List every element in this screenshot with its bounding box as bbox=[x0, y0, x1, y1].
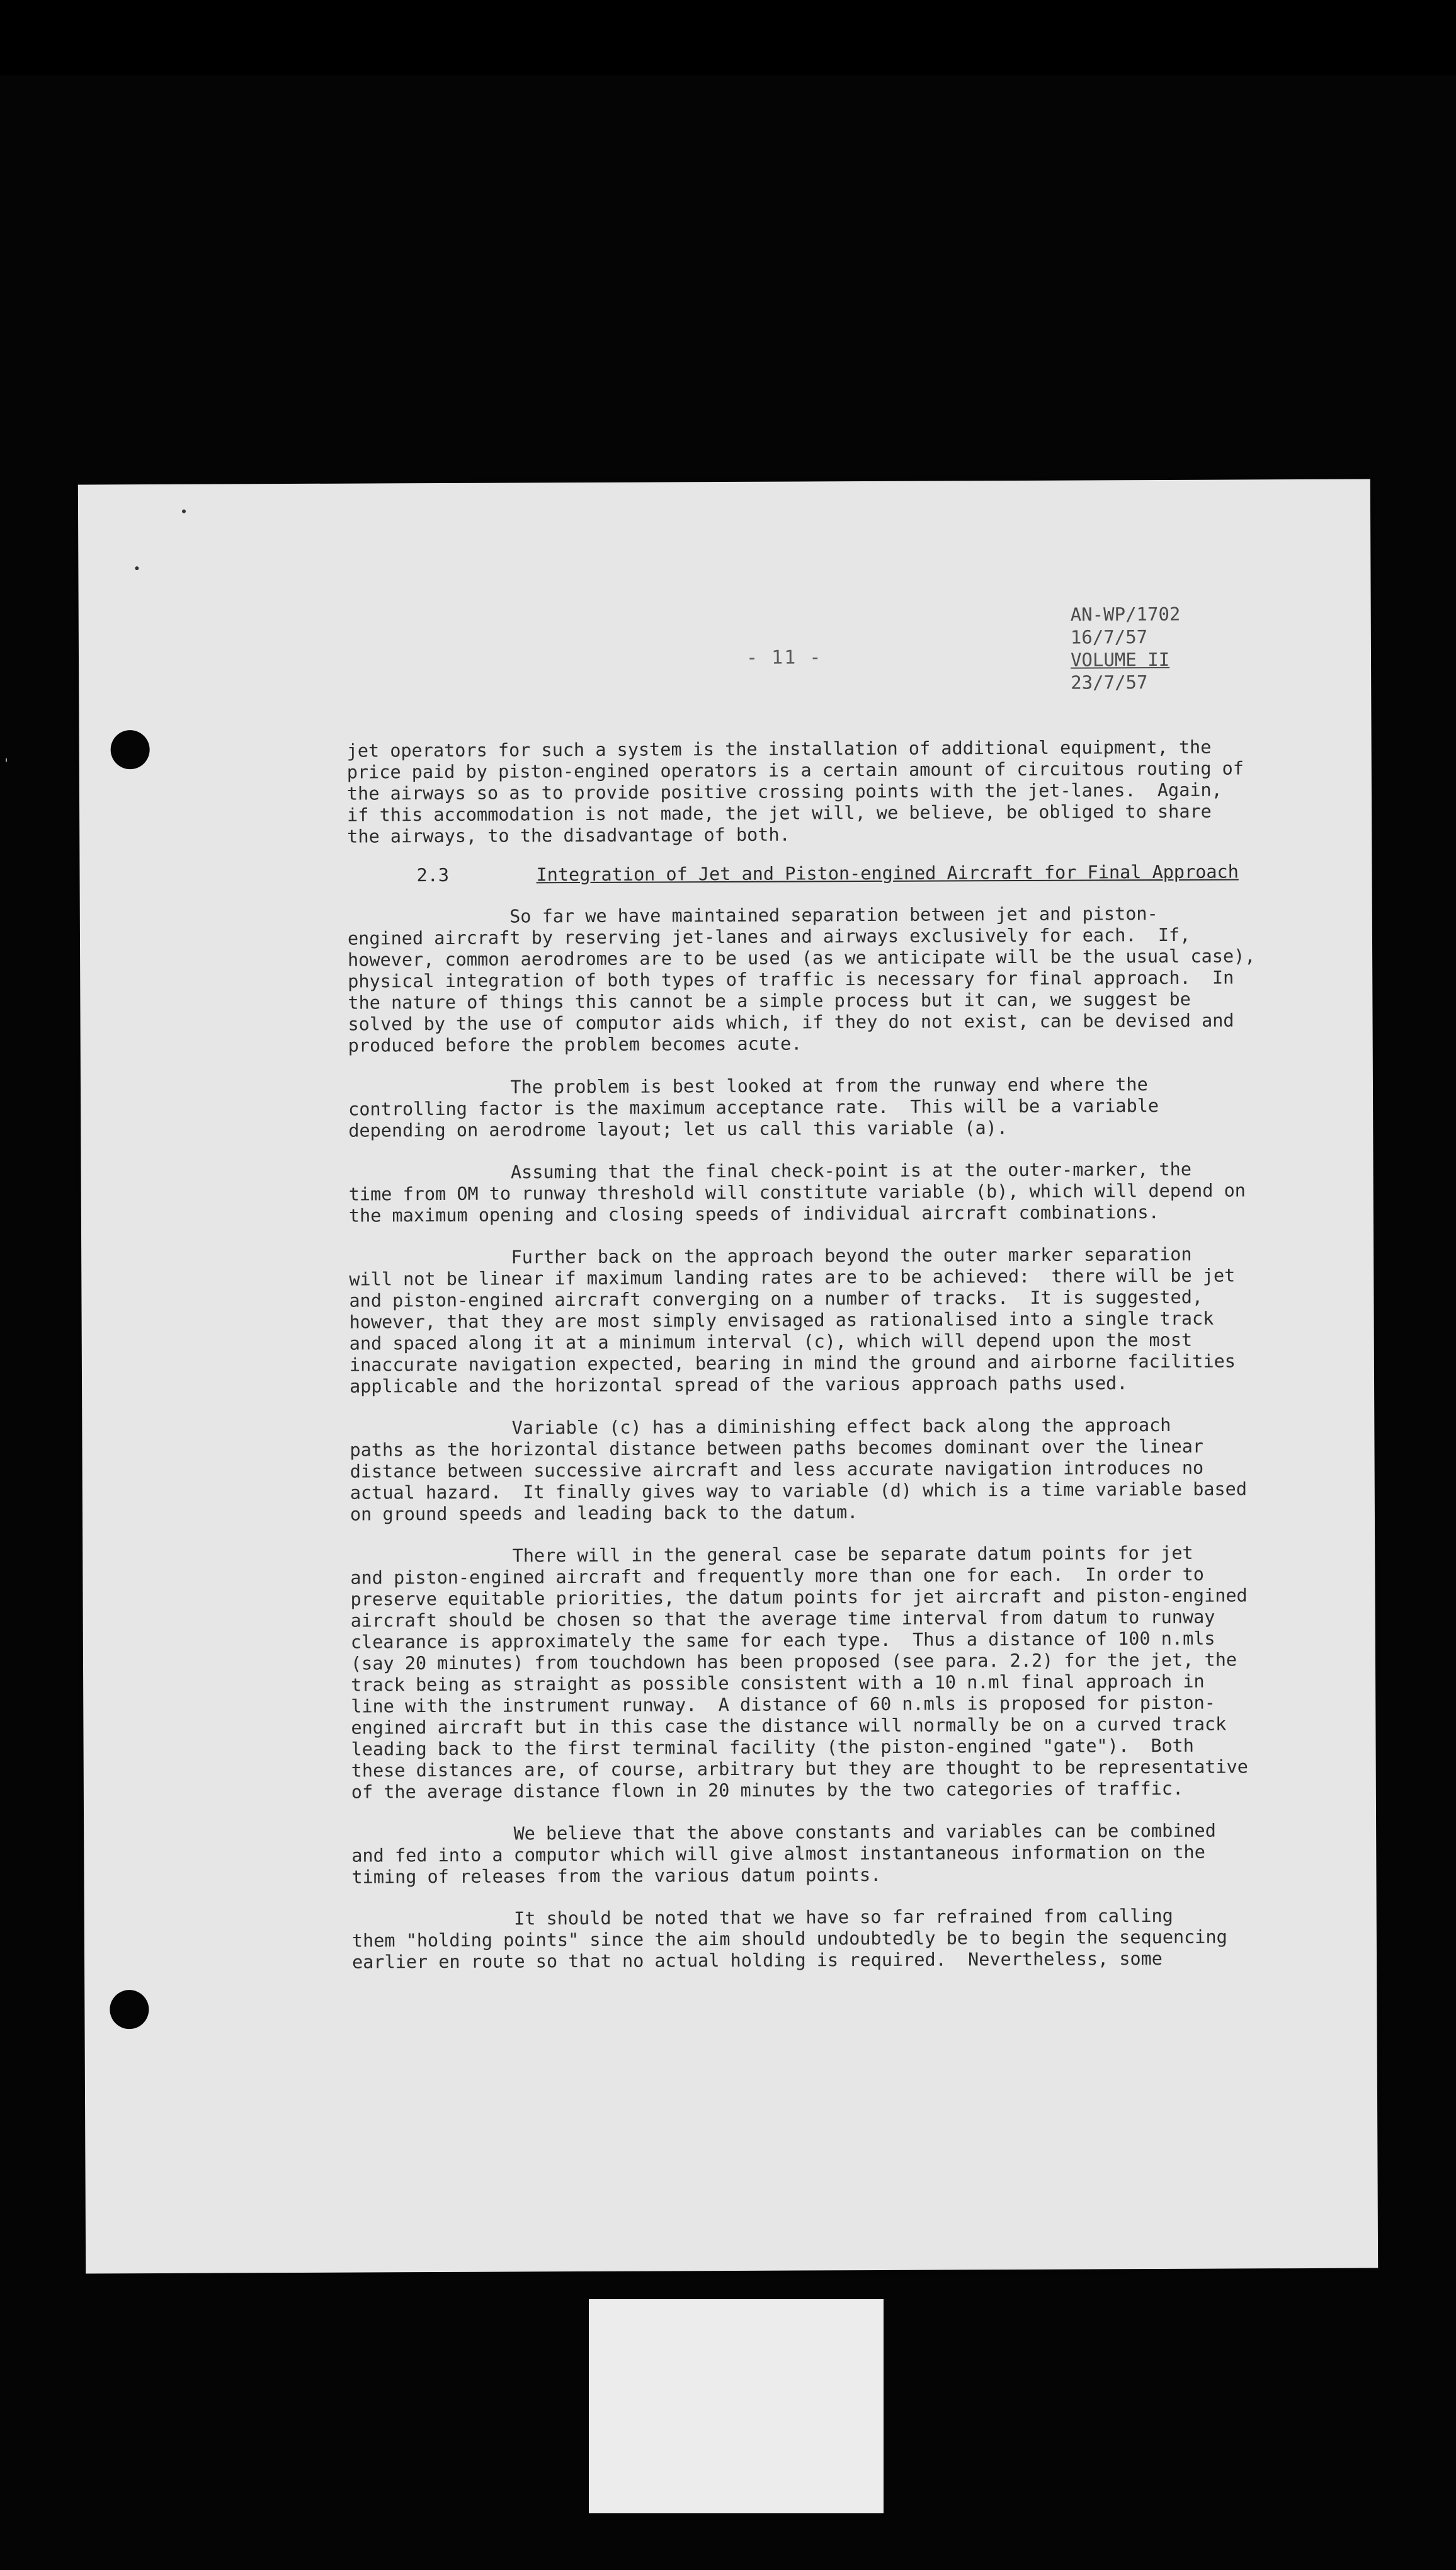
punch-hole-bottom bbox=[110, 1990, 149, 2029]
paragraph-7: We believe that the above constants and variables can be combined and fed into a computor which will give almost instantaneous information on the timing of releases from the various datum points. bbox=[351, 1820, 1216, 1888]
body-text bbox=[347, 736, 1322, 1994]
paragraph-6: There will in the general case be separate datum points for jet and piston-engined aircraft and frequently more than one for each. In order to preserve equitable priorities, the datum points for jet aircraft and piston-engined aircraft should be chosen so that the average time interval from datum to runway clearance is approximately the same for each type. Thus a distance of 100 n.mls (say 20 minutes) from touchdown has been proposed (see para. 2.2) for the jet, the track being as straight as possible consistent with a 10 n.ml final approach in line with the instrument runway. A distance of 60 n.mls is proposed for piston- engined aircraft but in this case the distance will normally be on a curved track leading back to the first terminal facility (the piston-engined "gate"). Both these distances are, of course, arbitrary but they are thought to be representative of the average distance flown in 20 minutes by the two categories of traffic. bbox=[350, 1542, 1248, 1803]
section-number: 2.3 bbox=[416, 864, 450, 886]
film-edge bbox=[0, 0, 1456, 76]
blank-card bbox=[589, 2299, 884, 2513]
paragraph-2: The problem is best looked at from the runway end where the controlling factor is the maximum acceptance rate. This will be a variable depending on aerodrome layout; let us call this variable (a). bbox=[348, 1074, 1159, 1141]
film-artifact-mark: ' bbox=[3, 756, 11, 771]
doc-id: AN-WP/1702 bbox=[1070, 603, 1181, 625]
doc-volume: VOLUME II bbox=[1070, 648, 1170, 671]
paragraph-1: So far we have maintained separation between jet and piston- engined aircraft by reserving jet-lanes and airways exclusively for each. If, however, common aerodromes are to be used (as we anticipate will be the usual case), physical integration of both types of traffic is necessary for final approach. In the nature of things this cannot be a simple process but it can, we suggest be solved by the use of computor aids which, if they do not exist, can be devised and produced before the problem becomes acute. bbox=[347, 903, 1256, 1056]
paragraph-5: Variable (c) has a diminishing effect back along the approach paths as the horizontal distance between paths becomes dominant over the linear distance between successive aircraft and less accurate navigation introduces no actual hazard. It finally gives way to variable (d) which is a time variable based on ground speeds and leading back to the datum. bbox=[350, 1414, 1248, 1525]
paragraph-3: Assuming that the final check-point is at the outer-marker, the time from OM to runway threshold will constitute variable (b), which will depend on the maximum opening and closing speeds of individual aircraft combinations. bbox=[348, 1158, 1246, 1226]
page-speck bbox=[182, 510, 186, 513]
paragraph-8: It should be noted that we have so far refrained from calling them "holding points" since the aim should undoubtedly be to begin the sequencing earlier en route so that no actual holding is required. Nevertheless, some bbox=[351, 1905, 1227, 1973]
document-page bbox=[78, 479, 1378, 2274]
page-number: - 11 - bbox=[746, 646, 822, 669]
page-speck bbox=[135, 566, 139, 570]
paragraph-4: Further back on the approach beyond the outer marker separation will not be linear if maximum landing rates are to be achieved: there will be jet and piston-engined aircraft converging on a number of tracks. It is suggested, however, that they are most simply envisaged as rationalised into a single track and spaced along it at a minimum interval (c), which will depend upon the most inaccurate navigation expected, bearing in mind the ground and airborne facilities applicable and the horizontal spread of the various approach paths used. bbox=[349, 1243, 1236, 1397]
intro-paragraph: jet operators for such a system is the installation of additional equipment, the price paid by piston-engined operators is a certain amount of circuitous routing of the airways so as to provide positive crossing points with the jet-lanes. Again, if this accommodation is not made, the jet will, we believe, be obliged to share the airways, to the disadvantage of both. bbox=[346, 736, 1244, 847]
doc-date: 16/7/57 bbox=[1070, 626, 1148, 648]
section-heading bbox=[347, 861, 1317, 888]
punch-hole-top bbox=[111, 730, 150, 769]
section-title: Integration of Jet and Piston-engined Aircraft for Final Approach bbox=[536, 861, 1239, 886]
volume-date: 23/7/57 bbox=[1071, 671, 1148, 694]
document-reference bbox=[1071, 603, 1181, 694]
